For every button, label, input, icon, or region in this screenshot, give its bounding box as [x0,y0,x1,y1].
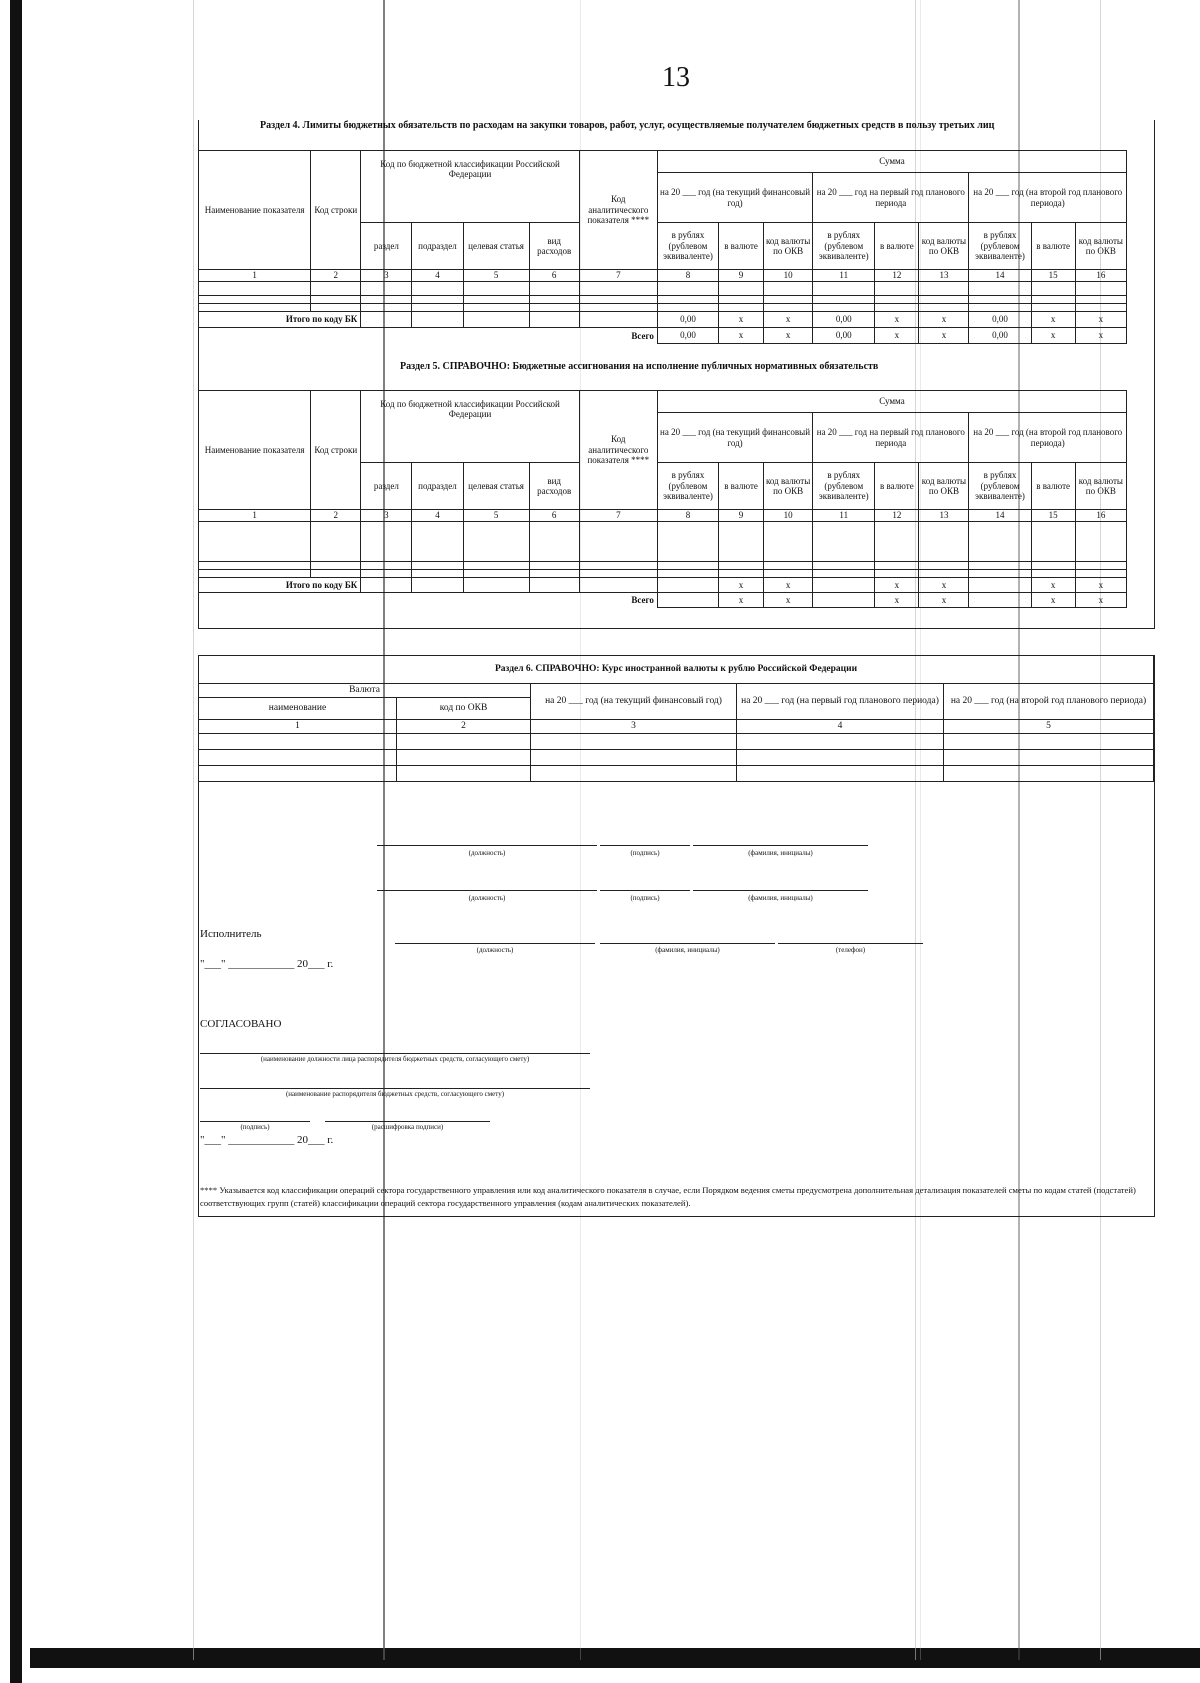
hdr-year-first: на 20 ___ год на первый год планового периода [813,413,969,463]
hdr-okv: код валюты по ОКВ [919,223,969,270]
hdr-currency: в валюте [719,463,764,510]
signature-line [200,1088,590,1089]
hdr-year-second: на 20 ___ год (на второй год планового периода) [969,413,1127,463]
hdr-okv: код валюты по ОКВ [764,463,813,510]
table-row [199,734,1154,750]
hdr-currency: в валюте [1031,463,1075,510]
total-bk-row [199,312,1127,328]
hdr-year-current: на 20 ___ год (на текущий финансовый год) [657,413,812,463]
col-number: 2 [311,510,361,522]
total-all-value: x [764,593,813,608]
hdr-rub: в рублях (рублевом эквиваленте) [657,463,718,510]
hdr-currency: в валюте [875,223,919,270]
hdr-okv: код валюты по ОКВ [1075,463,1126,510]
hdr-year-second: на 20 ___ год (на второй год планового периода) [969,173,1127,223]
total-all-value [969,593,1031,608]
signature-line [693,845,868,846]
total-all-value: x [875,593,919,608]
col-number: 9 [719,510,764,522]
hdr-name: Наименование показателя [199,151,311,270]
footnote: **** Указывается код классификации операций сектора государственного управления или код аналитического показателя в случае, если Порядком ведения сметы предусмотрена дополнительная детализация показателей сметы по кодам статей (подстатей) соответствующих групп (статей) классификации операций сектора государственного управления (кодам аналитических показателей). [200,1185,1136,1208]
scan-line [193,0,194,1660]
col-number: 7 [579,270,657,282]
col-number: 9 [719,270,764,282]
col-number: 8 [657,510,718,522]
total-all-value: 0,00 [969,328,1031,344]
total-bk-value: x [719,312,764,328]
caption-signature: (подпись) [630,894,660,902]
section5-title: Раздел 5. СПРАВОЧНО: Бюджетные ассигнования на исполнение публичных нормативных обязательств [400,361,879,372]
hdr-podrazdel: подраздел [412,463,463,510]
total-all-row [199,593,1127,608]
col-number: 16 [1075,510,1126,522]
col-number: 10 [764,510,813,522]
col-number: 7 [579,510,657,522]
col-number: 12 [875,270,919,282]
col-number: 13 [919,510,969,522]
total-all-value: x [764,328,813,344]
total-bk-value: 0,00 [813,312,875,328]
total-all-value: x [1031,328,1075,344]
col-number: 1 [199,510,311,522]
col-number: 2 [397,720,531,734]
agreed-label: СОГЛАСОВАНО [200,1018,282,1030]
signature-line [600,890,690,891]
hdr-expense-type: вид расходов [529,223,579,270]
total-bk-value [657,578,718,593]
hdr-analytic: Код аналитического показателя **** [579,391,657,510]
total-all-value: x [875,328,919,344]
executor-label: Исполнитель [200,928,262,940]
hdr-year-current: на 20 ___ год (на текущий финансовый год) [657,173,812,223]
page-number: 13 [662,62,690,93]
section4-table [198,150,1127,344]
total-bk-value: x [919,312,969,328]
hdr-sum: Сумма [657,151,1126,173]
hdr-target: целевая статья [463,223,529,270]
col-number: 10 [764,270,813,282]
signature-line [693,890,868,891]
hdr-rub: в рублях (рублевом эквиваленте) [813,223,875,270]
signature-line [377,890,597,891]
total-all-value: x [1031,593,1075,608]
col-number: 14 [969,510,1031,522]
total-bk-label: Итого по коду БК [199,578,361,593]
caption-approver-decode: (расшифровка подписи) [371,1123,444,1131]
signature-line [395,943,595,944]
total-bk-value: x [719,578,764,593]
total-bk-value: 0,00 [969,312,1031,328]
caption-approver-org: (наименование распорядителя бюджетных средств, согласующего смету) [285,1090,505,1098]
signature-line [778,943,923,944]
hdr-rub: в рублях (рублевом эквиваленте) [657,223,718,270]
col-number: 12 [875,510,919,522]
total-bk-value: x [919,578,969,593]
hdr-razdel: раздел [361,463,412,510]
hdr-bk-code: Код по бюджетной классификации Российской Федерации [361,151,579,223]
col-number: 4 [737,720,944,734]
total-bk-value: x [764,578,813,593]
total-all-value: x [919,593,969,608]
caption-signature: (подпись) [630,849,660,857]
caption-approver-sign: (подпись) [240,1123,270,1131]
section6-table [198,655,1154,782]
hdr-currency: в валюте [719,223,764,270]
total-all-label: Всего [199,328,658,344]
col-number: 4 [412,270,463,282]
table-row [199,570,1127,578]
col-number: 3 [361,270,412,282]
total-all-value [657,593,718,608]
hdr-row-code: Код строки [311,391,361,510]
hdr-okv-code: код по ОКВ [397,698,531,720]
signature-line [377,845,597,846]
hdr-bk-code: Код по бюджетной классификации Российской Федерации [361,391,579,463]
signature-line [600,845,690,846]
caption-position: (должность) [468,894,506,902]
table-row [199,522,1127,562]
caption-full-name: (фамилия, инициалы) [748,894,813,902]
col-number: 16 [1075,270,1126,282]
hdr-target: целевая статья [463,463,529,510]
col-number: 3 [531,720,737,734]
hdr-sum: Сумма [657,391,1126,413]
total-bk-value: x [1075,312,1126,328]
hdr-rub: в рублях (рублевом эквиваленте) [813,463,875,510]
hdr-okv: код валюты по ОКВ [764,223,813,270]
hdr-analytic: Код аналитического показателя **** [579,151,657,270]
total-all-value: x [1075,593,1126,608]
total-bk-value: 0,00 [657,312,718,328]
col-number: 11 [813,510,875,522]
col-number: 13 [919,270,969,282]
hdr-okv: код валюты по ОКВ [1075,223,1126,270]
table-row [199,766,1154,782]
caption-position: (должность) [476,946,514,954]
col-number: 4 [412,510,463,522]
total-all-value: x [1075,328,1126,344]
date-line: "___" ____________ 20___ г. [200,1134,334,1146]
hdr-rub: в рублях (рублевом эквиваленте) [969,463,1031,510]
col-number: 11 [813,270,875,282]
section4-title: Раздел 4. Лимиты бюджетных обязательств по расходам на закупки товаров, работ, услуг, осуществляемые получателем бюджетных средств в пользу третьих лиц [260,120,995,131]
total-all-row [199,328,1127,344]
col-number: 5 [463,510,529,522]
hdr-year-first: на 20 ___ год на первый год планового периода [813,173,969,223]
hdr-year-first: на 20 ___ год (на первый год планового периода) [737,684,944,720]
hdr-year-current: на 20 ___ год (на текущий финансовый год) [531,684,737,720]
total-bk-value: x [875,578,919,593]
scan-edge-bottom [30,1648,1200,1668]
hdr-year-second: на 20 ___ год (на второй год планового периода) [944,684,1154,720]
col-number: 5 [944,720,1154,734]
col-number: 15 [1031,270,1075,282]
section5-table [198,390,1127,608]
col-number: 3 [361,510,412,522]
total-all-value: 0,00 [657,328,718,344]
caption-position: (должность) [468,849,506,857]
total-all-value: 0,00 [813,328,875,344]
total-bk-value [969,578,1031,593]
caption-approver-position: (наименование должности лица распорядителя бюджетных средств, согласующего смету) [260,1055,530,1063]
col-number: 2 [311,270,361,282]
caption-full-name: (фамилия, инициалы) [748,849,813,857]
signature-line [600,943,775,944]
total-bk-value [813,578,875,593]
caption-phone: (телефон) [835,946,866,954]
total-all-label: Всего [199,593,658,608]
table-row [199,750,1154,766]
hdr-currency-group: Валюта [199,684,531,698]
total-all-value: x [719,593,764,608]
hdr-rub: в рублях (рублевом эквиваленте) [969,223,1031,270]
total-bk-label: Итого по коду БК [199,312,361,328]
col-number: 6 [529,510,579,522]
hdr-row-code: Код строки [311,151,361,270]
col-number: 8 [657,270,718,282]
total-all-value: x [919,328,969,344]
col-number: 1 [199,720,397,734]
table-row [199,562,1127,570]
scan-edge-left [10,0,22,1683]
hdr-currency-name: наименование [199,698,397,720]
col-number: 5 [463,270,529,282]
date-line: "___" ____________ 20___ г. [200,958,334,970]
total-bk-row [199,578,1127,593]
table-row [199,282,1127,296]
hdr-currency: в валюте [875,463,919,510]
hdr-razdel: раздел [361,223,412,270]
total-bk-value: x [1031,578,1075,593]
total-bk-value: x [1031,312,1075,328]
total-bk-value: x [1075,578,1126,593]
hdr-currency: в валюте [1031,223,1075,270]
hdr-expense-type: вид расходов [529,463,579,510]
total-all-value [813,593,875,608]
caption-executor-name: (фамилия, инициалы) [655,946,720,954]
hdr-podrazdel: подраздел [412,223,463,270]
total-bk-value: x [764,312,813,328]
col-number: 6 [529,270,579,282]
total-bk-value: x [875,312,919,328]
table-row [199,304,1127,312]
signature-line [200,1053,590,1054]
col-number: 14 [969,270,1031,282]
hdr-name: Наименование показателя [199,391,311,510]
table-row [199,296,1127,304]
signature-line [325,1121,490,1122]
hdr-okv: код валюты по ОКВ [919,463,969,510]
section6-title: Раздел 6. СПРАВОЧНО: Курс иностранной валюты к рублю Российской Федерации [199,656,1154,684]
signature-line [200,1121,310,1122]
total-all-value: x [719,328,764,344]
col-number: 15 [1031,510,1075,522]
col-number: 1 [199,270,311,282]
